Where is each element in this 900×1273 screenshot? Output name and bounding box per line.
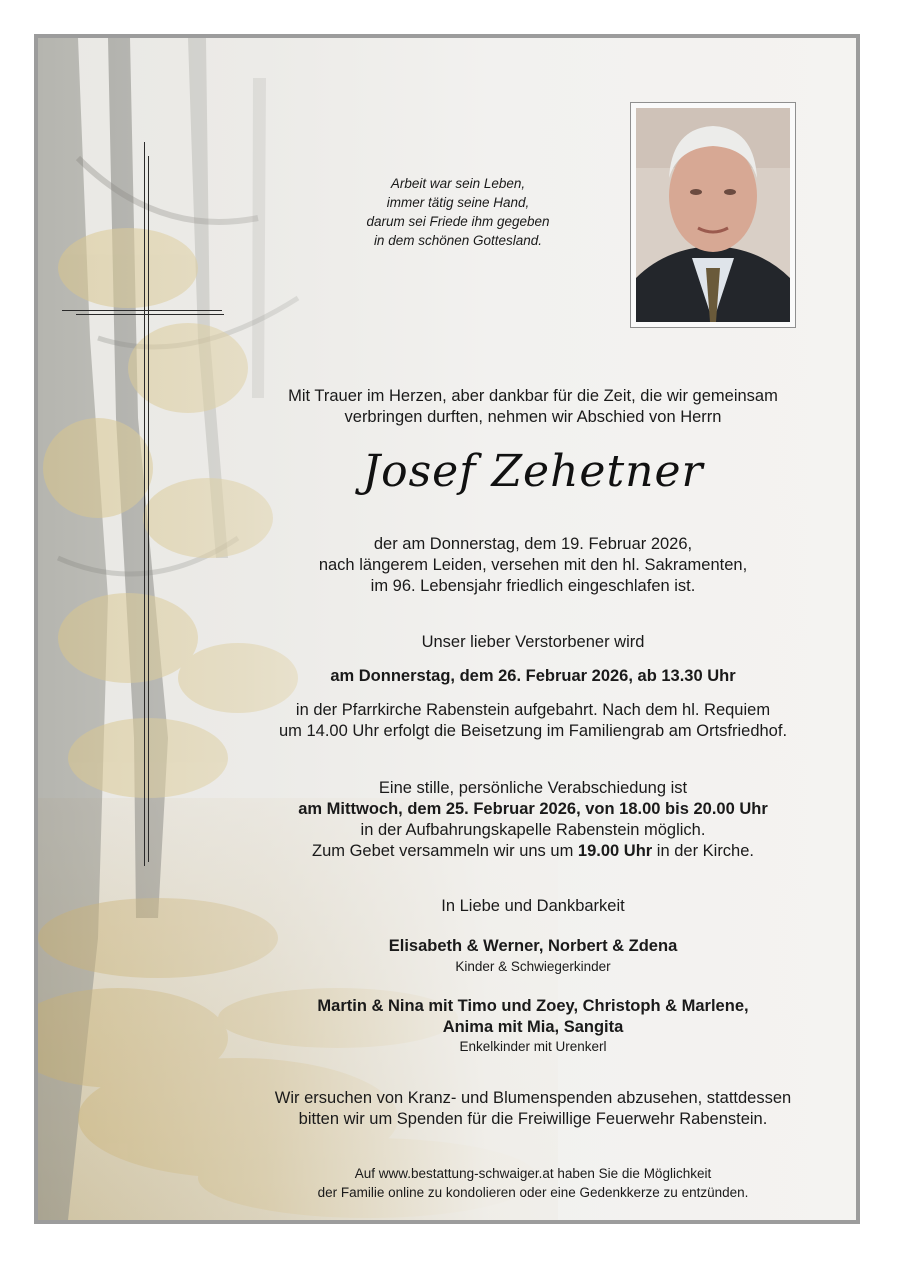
laying-date: am Donnerstag, dem 26. Februar 2026, ab 13.30 Uhr (330, 667, 736, 685)
donation-line: bitten wir um Spenden für die Freiwillige Feuerwehr Rabenstein. (298, 1110, 768, 1128)
intro-text (238, 386, 828, 428)
poem-line: immer tätig seine Hand, (386, 195, 530, 210)
laying-text (238, 700, 828, 742)
farewell-text (238, 778, 828, 862)
death-line: der am Donnerstag, dem 19. Februar 2026, (373, 535, 693, 553)
farewell-line: Eine stille, persönliche Verabschiedung ist (378, 779, 688, 797)
grandchildren-names (238, 996, 828, 1038)
laying-intro: Unser lieber Verstorbener wird (421, 633, 645, 651)
death-text (238, 534, 828, 597)
portrait-image (636, 108, 790, 322)
cross-vertical-line-inner (148, 156, 149, 862)
prayer-pre: Zum Gebet versammeln wir uns um (311, 842, 578, 860)
parte-frame (34, 34, 860, 1224)
donation-line: Wir ersuchen von Kranz- und Blumenspenden abzusehen, stattdessen (274, 1089, 792, 1107)
laying-line: in der Pfarrkirche Rabenstein aufgebahrt. Nach dem hl. Requiem (295, 701, 771, 719)
deceased-name: Josef Zehetner (362, 446, 704, 497)
children-label: Kinder & Schwiegerkinder (455, 959, 611, 974)
intro-line: verbringen durften, nehmen wir Abschied von Herrn (344, 408, 722, 426)
grandchildren-line: Anima mit Mia, Sangita (442, 1018, 624, 1036)
farewell-line: in der Aufbahrungskapelle Rabenstein möglich. (360, 821, 706, 839)
grandchildren-label: Enkelkinder mit Urenkerl (459, 1039, 607, 1054)
laying-line: um 14.00 Uhr erfolgt die Beisetzung im Familiengrab am Ortsfriedhof. (278, 722, 788, 740)
poem-line: in dem schönen Gottesland. (373, 233, 543, 248)
prayer-time: 19.00 Uhr (577, 842, 653, 860)
farewell-date: am Mittwoch, dem 25. Februar 2026, von 18.00 bis 20.00 Uhr (298, 800, 768, 818)
footer-line: Auf www.bestattung-schwaiger.at haben Sie die Möglichkeit (354, 1166, 712, 1181)
death-line: im 96. Lebensjahr friedlich eingeschlafen ist. (370, 577, 696, 595)
poem-line: Arbeit war sein Leben, (390, 176, 526, 191)
intro-line: Mit Trauer im Herzen, aber dankbar für die Zeit, die wir gemeinsam (288, 387, 778, 405)
footer-text (238, 1164, 828, 1202)
footer-line: der Familie online zu kondolieren oder eine Gedenkkerze zu entzünden. (317, 1185, 749, 1200)
poem-line: darum sei Friede ihm gegeben (366, 214, 550, 229)
portrait-photo (630, 102, 796, 328)
children-names: Elisabeth & Werner, Norbert & Zdena (388, 937, 678, 955)
cross-vertical-line (144, 142, 145, 866)
grandchildren-line: Martin & Nina mit Timo und Zoey, Christoph & Marlene, (317, 997, 749, 1015)
memorial-poem (308, 174, 608, 250)
donation-text (238, 1088, 828, 1130)
cross-horizontal-line-inner (76, 314, 224, 315)
prayer-line (238, 841, 828, 862)
cross-horizontal-line (62, 310, 222, 311)
mourners-intro: In Liebe und Dankbarkeit (441, 897, 625, 915)
prayer-post: in der Kirche. (652, 842, 754, 860)
death-line: nach längerem Leiden, versehen mit den hl. Sakramenten, (318, 556, 748, 574)
